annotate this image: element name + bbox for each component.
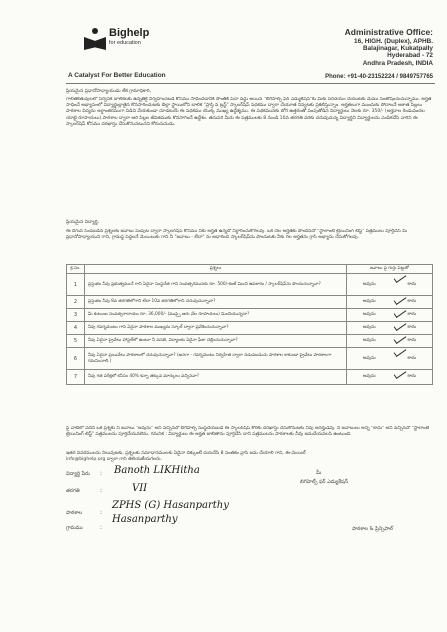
instructions-paragraph: ఈ దిగువ సీంపబడిన ప్రశ్నలకు జవాబు పంపుట ద్వారా స్కాలర్‌షిప్ కోసము నీకు అర్హత ఉన్నదో నిర్దారించుకోగలవు. ఒక చేల అర్హతకు పొందినచో "స్టాలాంటే ట్రెయినింగ్ టెస్ట్" పత్రములు పూర్తిచేసి మీ ప్రధానోపాధ్యాయుని గాని, గ్రామస్థ పెద్దలనే మెయిలుకు గాని నీ "జవాబు - లేదా" ను ఆధారించి స్కాలర్‌షిప్‌ను పొందుటకు నీకు గల అర్హతను గ్రాసి అభ్యాసు చేసుకోగలవు. [66,229,408,241]
book-person-icon [84,28,106,50]
no-option[interactable]: కాదు [407,325,417,330]
phone-number: Phone: +91-40-23152224 / 9849757765 [325,74,433,80]
letter-page: Bighelp for education A Catalyst For Better Education Administrative Office: 16, HIGH. (Duplex), APHB. Balajinagar, Kukatpally Hyderabad - 72 Andhra Pradesh, INDIA Phone: +91-40-23152224 / 9849757765 ప్రియమైన ప్రధానోపాధ్యాయుడు లేక గ్రామాధికారి, గాలితకేతువులలో సర్వేసక బాలికలకు ఉన్నతికై నిర్వహించబడే కోసము సాధించడానికి సొంతికి పేదా వద్ధు అయిన "బిగిహెల్ప్ ఫర్ ఎడ్యుకేషన్"కు మీకు పరిచయం చేయుటకు మేము సంతోషించుచున్నాము. అర్హత సాధించే అభ్యాసంలో విద్యార్థుల్లాతైన కొనసాగించుటకు బిల్లా స్థాయిలోని బాలిక "ప్రాప్తి వ ట్రస్ట్" స్కాలర్‌షిప్ పథకము ద్వారా చేయూత నివ్వటకు ప్రకటిస్తున్నాం. అర్హతలుగా ముందుకు పోవాలనే ఆశాత పిల్లలు పాఠశాల విద్యను అర్ధాంతరముగా విడిచి వేయకుండా చూడటయే ఈ పథకము యొక్క ముఖ్య ఉద్దేశ్యము. ఈ పథకమునకు బోర ఉత్తరంతో పంపుతోడిన విద్యార్థులు నెలకు రూ. 350/- (అర్హదాల రెండువందల యాభై రూపాయలు) పాఠశాల ద్వారా ఆరి పిల్లల జీవితముకు కొనసాగించే ఉద్దేశం. తదుపరి మీరు ఈ పత్రములకు 8 నుండి 10వ తరగతి వరకు చదువుచున్న విద్యార్థిని విద్యార్థులను ఎంపికచేసి వారిని ఈ స్కాలర్‌షిప్ కోసము దరఖాస్తు చేసుకొనునటునని కోరుచునుడు. ప్రియమైన విద్యార్థి, ఈ దిగువ సీంపబడిన ప్రశ్నలకు జవాబు పంపుట ద్వారా స్కాలర్‌షిప్ కోసము నీకు అర్హత ఉన్నదో నిర్దారించుకోగలవు. ఒక చేల అర్హతకు పొందినచో "స్టాలాంటే ట్రెయినింగ్ టెస్ట్" పత్రములు పూర్తిచేసి మీ ప్రధానోపాధ్యాయుని గాని, గ్రామస్థ పెద్దలనే మెయిలుకు గాని నీ "జవాబు - లేదా" ను ఆధారించి స్కాలర్‌షిప్‌ను పొందుటకు నీకు గల అర్హతను గ్రాసి అభ్యాసు చేసుకోగలవు. క్ర.సం. ప్రశ్నలు జవాబు పై గుర్తు పెట్టుకో 1 ప్రస్తుతం నీవు ప్రభుత్వముచే గాని ఏదైనా సంస్థచేత గాని సంవత్సరమునకు రూ. 500/-కంటే మించి ఉపకారం / స్కాలర్‌షిప్‌ను పొందుచున్నావా? అవును కాదు 2 ప్రస్తుతం నీవు 8వ తరగతిలోగాని లేదా 10వ తరగతిలోగాని చదువుచున్నావా? అవును కాదు 3 మీ కుటుంబ సంవత్సరాదాయం రూ. 36,000/- (ముప్పై ఆరు వేల రూపాయలు) మించియున్నదా? అవును కాదు 4 నీవు గవర్నమెంటు గాని ఏదైనా పాఠశాల ముఖ్యమ స్కూల్ ద్వారా ప్రవేశించుచున్నావా? అవును కాదు 5 నీవు ఏదైనా ప్రైవేటు హాస్టల్‌లో ఉంటూ నీ వసతి, విద్యాలకు ఏదైనా ఫీజు చెల్లించుచున్నావా? అవును కాదు 6 నీవు ఏదైనా ప్రయివేటు పాఠశాలలో చదువుచున్నావా? (అనగా - గవర్నమెంటు నిర్వహిత ద్వారా నడుపబడుచు పాఠశాల కాకుండా ప్రైవేటు పాఠశాలగా గమనించాలి.) అవును కాదు 7 నీవు గత పరీక్షలో కనీసం 40% కన్నా తక్కువ మార్కులు వచ్చినవా? అవును కాదు పై వాటిలో ఏదేని ఒక ప్రశ్నకు నీ జవాబు "అవును" అని వచ్చినచో బిగిహెల్ప్ సంస్థచేయబడే ఈ స్కాలర్‌షిప్ కొరకు దరఖాస్తు చేసుకొనుటకు నీవు అనర్హుడవు. నీ జవాబులు అన్నీ "కాదు" అని వచ్చినచో "స్టాలాంటే ట్రెయినింగ్ టెస్ట్" పత్రములను పూర్తిచేయవలెను. గమనిక : విద్యార్థులు ఈ అర్హత జాబితాను పూర్తిచేసి దాని పత్రములను పాఠశాలకు నీవు జమచేయవలసి ఉంటుంది. ఇతర వివరములను నిలువుటకు, ప్రశ్నలకు సమాధానములకు ఏదైనా దిక్కుంటే దయచేసి 8 సంతకం వ్రాసి జమ చేయాలి గాని, ఈ-మెయిల్ info@bighelp.org ద్వారా గాని తెలియజేయగలరు. విద్యార్థి పేరు : Banoth LIKHitha మీ బిగిహెల్ప్ ఫర్ ఎడ్యుకేషన్ తరగతి : VII పాఠశాల : ZPHS (G) Hasanparthy గ్రామము : Hasanparthy పాఠశాల & ప్రిన్సిపాల్ [0,0,447,632]
office-title: Administrative Office: [344,27,433,37]
class-value[interactable]: VII [132,483,148,494]
header-divider [66,83,435,84]
table-row: 6 నీవు ఏదైనా ప్రయివేటు పాఠశాలలో చదువుచున్నావా? (అనగా - గవర్నమెంటు నిర్వహిత ద్వారా నడుపబడుచు పాఠశాల కాకుండా ప్రైవేటు పాఠశాలగా గమనించాలి.) అవును కాదు [67,348,433,370]
tagline: A Catalyst For Better Education [68,72,166,79]
no-option[interactable]: కాదు [407,338,417,343]
yes-option[interactable]: అవును [362,312,376,317]
col-header-answer: జవాబు పై గుర్తు పెట్టుకో [347,265,433,274]
yes-option[interactable]: అవును [362,281,376,287]
village-label: గ్రామము [66,525,83,531]
brand-name: Bighelp [109,27,150,39]
eligibility-table [66,264,433,385]
office-line: 16, HIGH. (Duplex), APHB. [354,37,433,45]
answer-cell[interactable] [347,348,433,370]
student-name-value[interactable]: Banoth LIKHitha [114,465,200,476]
table-row: 2 ప్రస్తుతం నీవు 8వ తరగతిలోగాని లేదా 10వ తరగతిలోగాని చదువుచున్నావా? అవును కాదు [67,296,433,309]
yes-option[interactable]: అవును [362,299,376,304]
contact-paragraph: ఇతర వివరములను నిలువుటకు, ప్రశ్నలకు సమాధానములకు ఏదైనా దిక్కుంటే దయచేసి 8 సంతకం వ్రాసి జమ చేయాలి గాని, ఈ-మెయిల్ [66,451,306,456]
organization-signatory: బిగిహెల్ప్ ఫర్ ఎడ్యుకేషన్ [300,479,349,485]
table-row: 7 నీవు గత పరీక్షలో కనీసం 40% కన్నా తక్కువ మార్కులు వచ్చినవా? అవును కాదు [67,370,433,385]
question-text: నీవు ఏదైనా ప్రయివేటు పాఠశాలలో చదువుచున్నావా? (అనగా - గవర్నమెంటు నిర్వహిత ద్వారా నడుపబడుచు పాఠశాల కాకుండా ప్రైవేటు పాఠశాలగా గమనించాలి.) [85,348,347,370]
no-option[interactable]: కాదు [407,312,417,317]
table-row: 4 నీవు గవర్నమెంటు గాని ఏదైనా పాఠశాల ముఖ్యమ స్కూల్ ద్వారా ప్రవేశించుచున్నావా? అవును కాదు [67,322,433,335]
yes-option[interactable]: అవును [362,355,376,361]
yes-option[interactable]: అవును [362,338,376,343]
question-text: నీవు ఏదైనా ప్రైవేటు హాస్టల్‌లో ఉంటూ నీ వసతి, విద్యాలకు ఏదైనా ఫీజు చెల్లించుచున్నావా? [85,335,347,348]
yes-option[interactable]: అవును [362,374,376,379]
office-line: Andhra Pradesh, INDIA [362,59,433,67]
table-row: 1 ప్రస్తుతం నీవు ప్రభుత్వముచే గాని ఏదైనా సంస్థచేత గాని సంవత్సరమునకు రూ. 500/-కంటే మించి ఉపకారం / స్కాలర్‌షిప్‌ను పొందుచున్నావా? అవును కాదు [67,274,433,296]
answer-cell[interactable] [347,274,433,296]
village-value[interactable]: Hasanparthy [112,514,178,525]
office-line: Hyderabad - 72 [387,52,433,60]
student-salutation: ప్రియమైన విద్యార్థి, [66,220,100,225]
col-header-number: క్ర.సం. [67,265,85,274]
question-text: ప్రస్తుతం నీవు ప్రభుత్వముచే గాని ఏదైనా సంస్థచేత గాని సంవత్సరమునకు రూ. 500/-కంటే మించి ఉపకారం / స్కాలర్‌షిప్‌ను పొందుచున్నావా? [85,274,347,296]
bighelp-logo [84,28,149,50]
question-text: ప్రస్తుతం నీవు 8వ తరగతిలోగాని లేదా 10వ తరగతిలోగాని చదువుచున్నావా? [85,296,347,309]
intro-paragraph: గాలితకేతువులలో సర్వేసక బాలికలకు ఉన్నతికై నిర్వహించబడే కోసము సాధించడానికి సొంతికి పేదా వద్ధు అయిన "బిగిహెల్ప్ ఫర్ ఎడ్యుకేషన్"కు మీకు పరిచయం చేయుటకు మేము సంతోషించుచున్నాము. అర్హత సాధించే అభ్యాసంలో విద్యార్థుల్లాతైన కొనసాగించుటకు బిల్లా స్థాయిలోని బాలిక "ప్రాప్తి వ ట్రస్ట్" స్కాలర్‌షిప్ పథకము ద్వారా చేయూత నివ్వటకు ప్రకటిస్తున్నాం. అర్హతలుగా ముందుకు పోవాలనే ఆశాత పిల్లలు పాఠశాల విద్యను అర్ధాంతరముగా విడిచి వేయకుండా చూడటయే ఈ పథకము యొక్క ముఖ్య ఉద్దేశ్యము. ఈ పథకమునకు బోర ఉత్తరంతో పంపుతోడిన విద్యార్థులు నెలకు రూ. 350/- (అర్హదాల రెండువందల యాభై రూపాయలు) పాఠశాల ద్వారా ఆరి పిల్లల జీవితముకు కొనసాగించే ఉద్దేశం. తదుపరి మీరు ఈ పత్రములకు 8 నుండి 10వ తరగతి వరకు చదువుచున్న విద్యార్థిని విద్యార్థులను ఎంపికచేసి వారిని ఈ స్కాలర్‌షిప్ కోసము దరఖాస్తు చేసుకొనునటునని కోరుచునుడు. [66,97,432,127]
no-option[interactable]: కాదు [407,374,417,379]
yes-option[interactable]: అవును [362,325,376,330]
student-name-label: విద్యార్థి పేరు [66,471,90,477]
school-label: పాఠశాల [66,510,83,516]
office-address [345,28,433,67]
question-text: మీ కుటుంబ సంవత్సరాదాయం రూ. 36,000/- (ముప్పై ఆరు వేల రూపాయలు) మించియున్నదా? [85,309,347,322]
col-header-question: ప్రశ్నలు [85,265,347,274]
answer-cell[interactable] [347,296,433,309]
initial-mark: మీ [316,470,322,476]
school-stamp-label: పాఠశాల & ప్రిన్సిపాల్ [352,526,393,532]
salutation: ప్రియమైన ప్రధానోపాధ్యాయుడు లేక గ్రామాధికారి, [66,89,152,94]
question-text: నీవు గవర్నమెంటు గాని ఏదైనా పాఠశాల ముఖ్యమ స్కూల్ ద్వారా ప్రవేశించుచున్నావా? [85,322,347,335]
school-value[interactable]: ZPHS (G) Hasanparthy [112,500,229,511]
class-label: తరగతి [66,488,80,494]
contact-email[interactable]: info@bighelp.org ద్వారా గాని తెలియజేయగలరు. [66,457,162,462]
no-option[interactable]: కాదు [407,355,417,361]
answer-cell[interactable] [347,309,433,322]
eligibility-note: పై వాటిలో ఏదేని ఒక ప్రశ్నకు నీ జవాబు "అవును" అని వచ్చినచో బిగిహెల్ప్ సంస్థచేయబడే ఈ స్కాలర్‌షిప్ కొరకు దరఖాస్తు చేసుకొనుటకు నీవు అనర్హుడవు. నీ జవాబులు అన్నీ "కాదు" అని వచ్చినచో "స్టాలాంటే ట్రెయినింగ్ టెస్ట్" పత్రములను పూర్తిచేయవలెను. గమనిక : విద్యార్థులు ఈ అర్హత జాబితాను పూర్తిచేసి దాని పత్రములను పాఠశాలకు నీవు జమచేయవలసి ఉంటుంది. [66,426,430,438]
table-row: 5 నీవు ఏదైనా ప్రైవేటు హాస్టల్‌లో ఉంటూ నీ వసతి, విద్యాలకు ఏదైనా ఫీజు చెల్లించుచున్నావా? అవును కాదు [67,335,433,348]
office-line: Balajinagar, Kukatpally [363,45,433,53]
answer-cell[interactable] [347,335,433,348]
table-row: 3 మీ కుటుంబ సంవత్సరాదాయం రూ. 36,000/- (ముప్పై ఆరు వేల రూపాయలు) మించియున్నదా? అవును కాదు [67,309,433,322]
question-text: నీవు గత పరీక్షలో కనీసం 40% కన్నా తక్కువ మార్కులు వచ్చినవా? [85,370,347,385]
no-option[interactable]: కాదు [407,299,417,304]
answer-cell[interactable] [347,322,433,335]
brand-subtitle: for education [109,40,141,46]
answer-cell[interactable] [347,370,433,385]
no-option[interactable]: కాదు [407,281,417,287]
